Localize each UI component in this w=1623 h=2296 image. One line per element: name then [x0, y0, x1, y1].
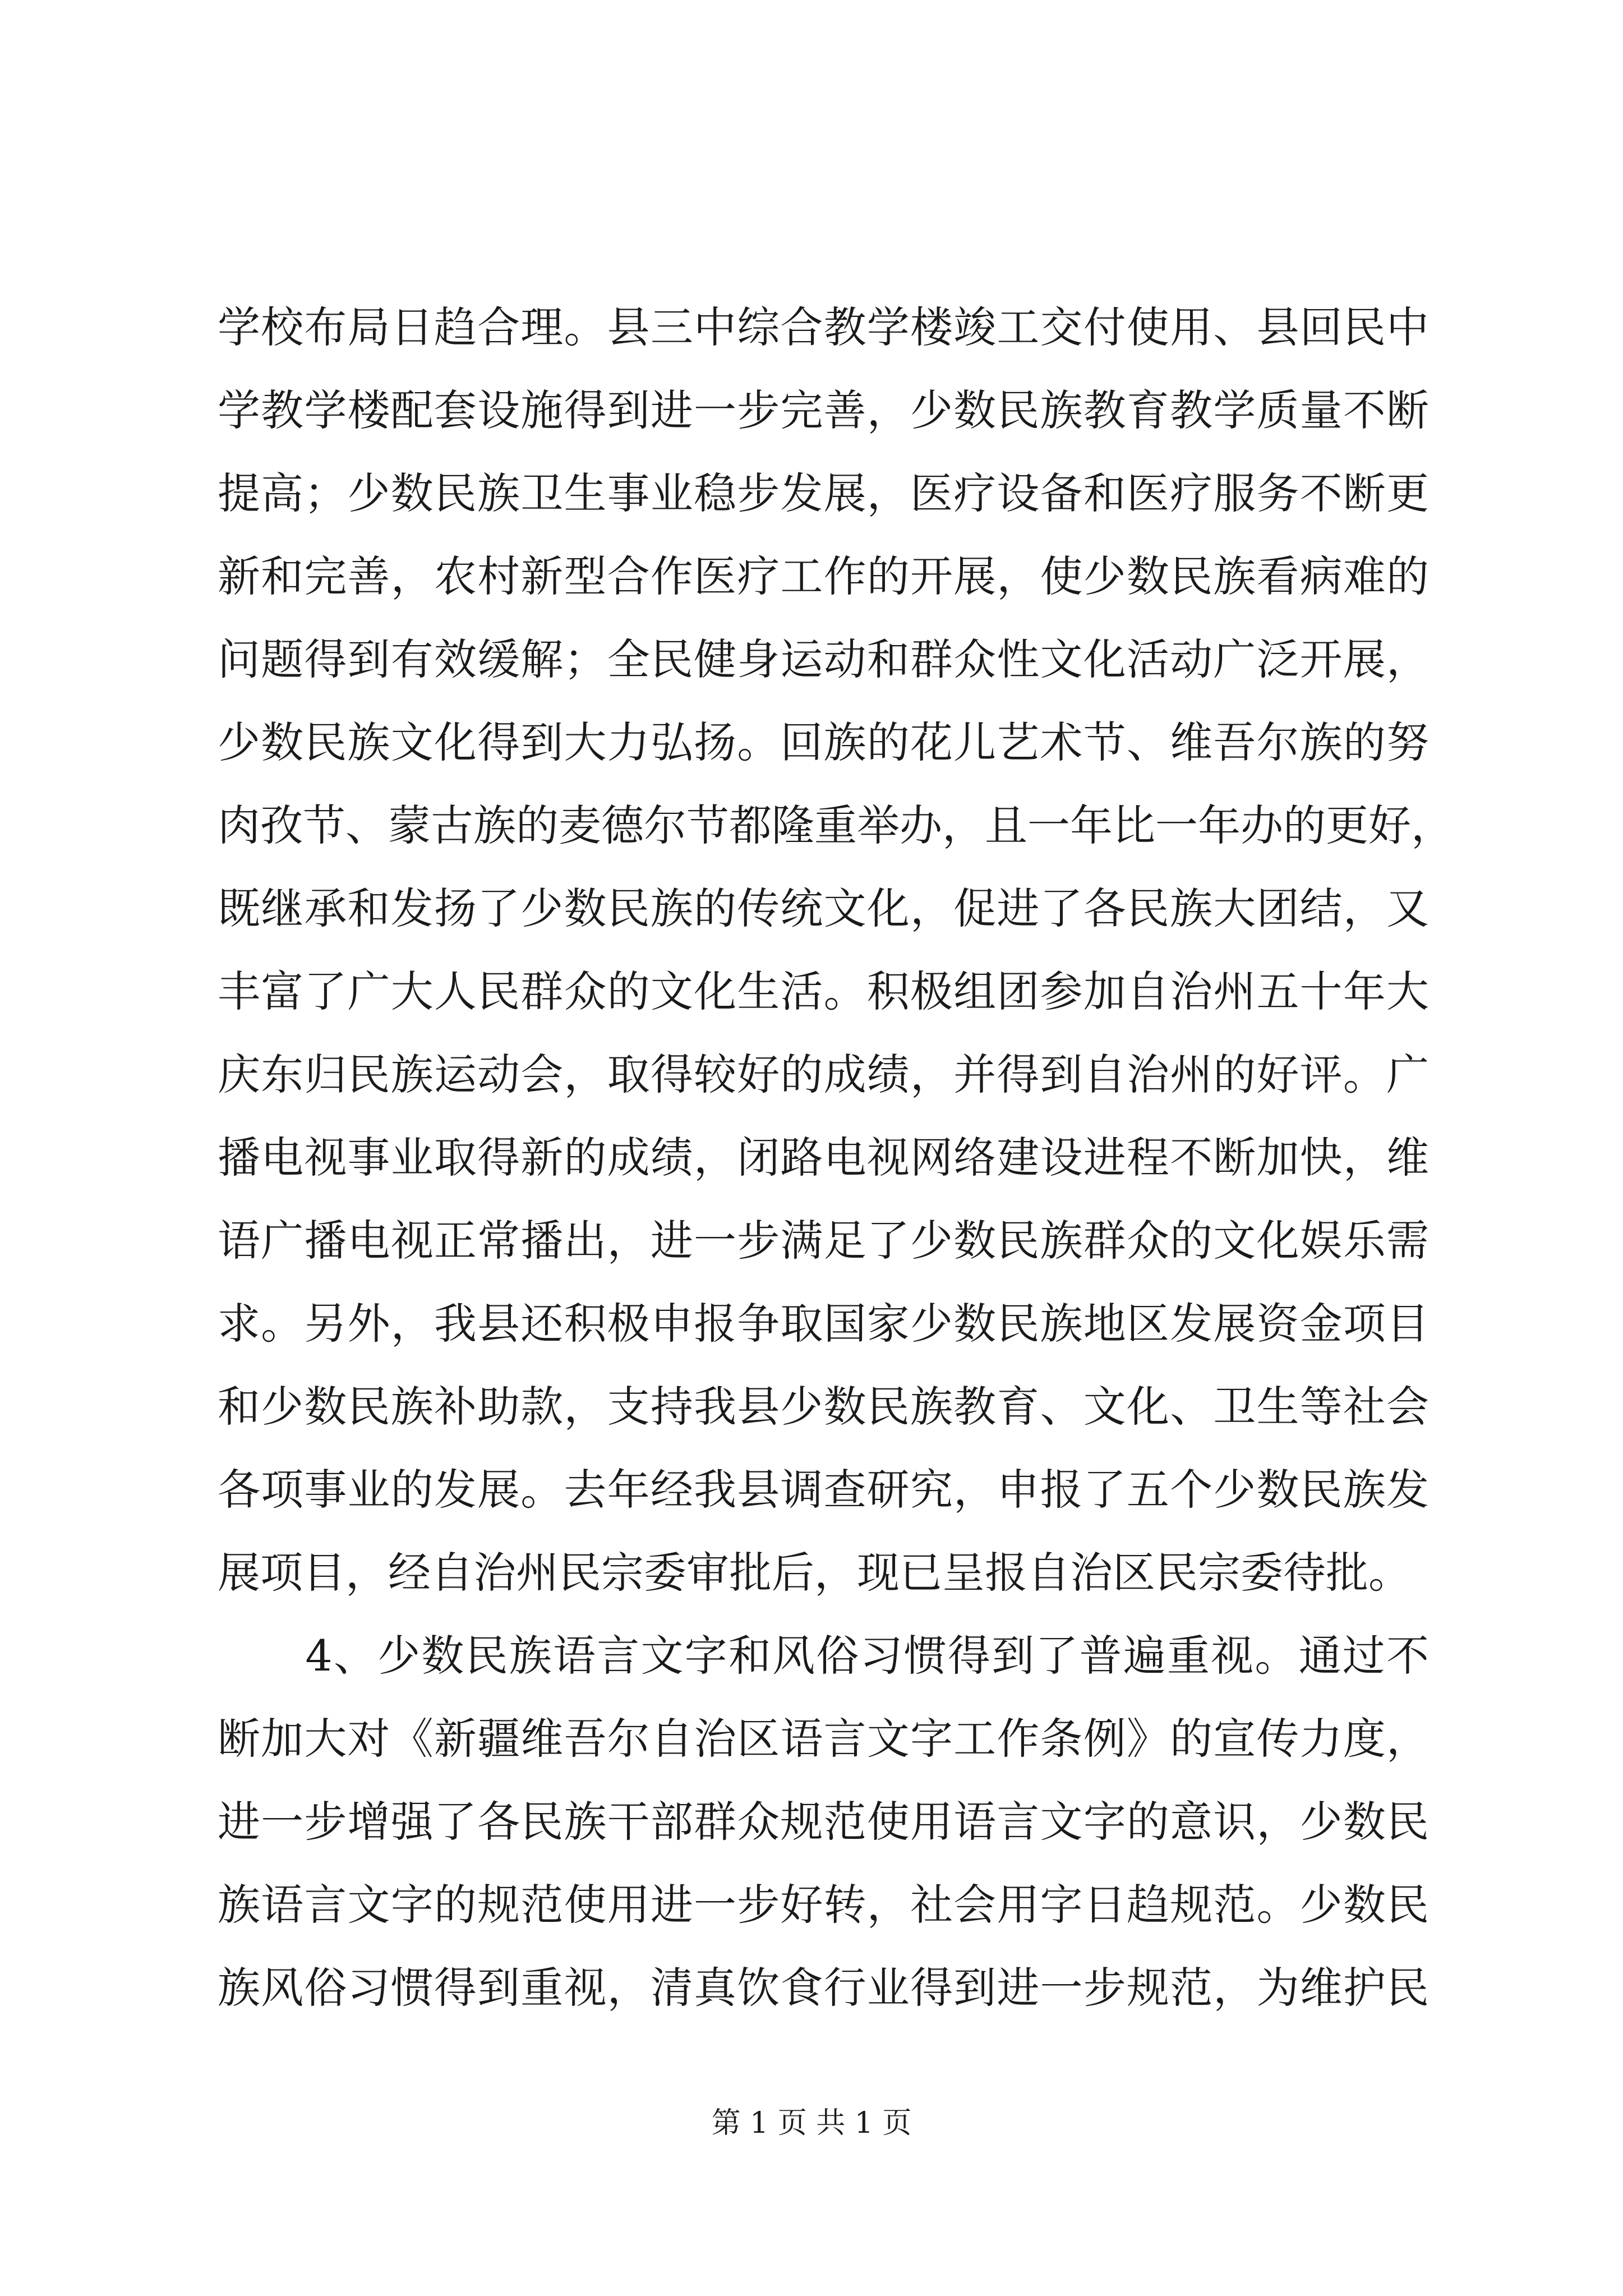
text-line: 学教学楼配套设施得到进一步完善，少数民族教育教学质量不断 [218, 385, 1429, 435]
text-line: 少数民族文化得到大力弘扬。回族的花儿艺术节、维吾尔族的努 [218, 717, 1429, 767]
text-line: 提高；少数民族卫生事业稳步发展，医疗设备和医疗服务不断更 [218, 468, 1429, 518]
text-line: 庆东归民族运动会，取得较好的成绩，并得到自治州的好评。广 [218, 1050, 1429, 1099]
text-line: 丰富了广大人民群众的文化生活。积极组团参加自治州五十年大 [218, 967, 1429, 1016]
text-line: 族风俗习惯得到重视，清真饮食行业得到进一步规范，为维护民 [218, 1963, 1429, 2013]
text-line: 进一步增强了各民族干部群众规范使用语言文字的意识，少数民 [218, 1797, 1429, 1847]
text-line: 播电视事业取得新的成绩，闭路电视网络建设进程不断加快，维 [218, 1133, 1429, 1182]
text-line: 求。另外，我县还积极申报争取国家少数民族地区发展资金项目 [218, 1299, 1429, 1349]
text-line: 新和完善，农村新型合作医疗工作的开展，使少数民族看病难的 [218, 551, 1429, 601]
page-footer: 第 1 页 共 1 页 [711, 2106, 912, 2140]
text-line: 既继承和发扬了少数民族的传统文化，促进了各民族大团结，又 [218, 884, 1429, 933]
text-line: 展项目，经自治州民宗委审批后，现已呈报自治区民宗委待批。 [218, 1548, 1411, 1598]
text-line: 语广播电视正常播出，进一步满足了少数民族群众的文化娱乐需 [218, 1216, 1429, 1266]
text-line: 断加大对《新疆维吾尔自治区语言文字工作条例》的宣传力度， [218, 1714, 1429, 1764]
text-line: 族语言文字的规范使用进一步好转，社会用字日趋规范。少数民 [218, 1880, 1429, 1930]
text-line: 肉孜节、蒙古族的麦德尔节都隆重举办，且一年比一年办的更好， [218, 800, 1454, 850]
text-line: 4、少数民族语言文字和风俗习惯得到了普遍重视。通过不 [218, 1631, 1429, 1681]
text-line: 和少数民族补助款，支持我县少数民族教育、文化、卫生等社会 [218, 1382, 1429, 1432]
text-line: 问题得到有效缓解；全民健身运动和群众性文化活动广泛开展， [218, 634, 1429, 684]
document-body [218, 286, 1454, 2030]
text-line: 学校布局日趋合理。县三中综合教学楼竣工交付使用、县回民中 [218, 302, 1429, 352]
text-line: 各项事业的发展。去年经我县调查研究，申报了五个少数民族发 [218, 1465, 1429, 1515]
